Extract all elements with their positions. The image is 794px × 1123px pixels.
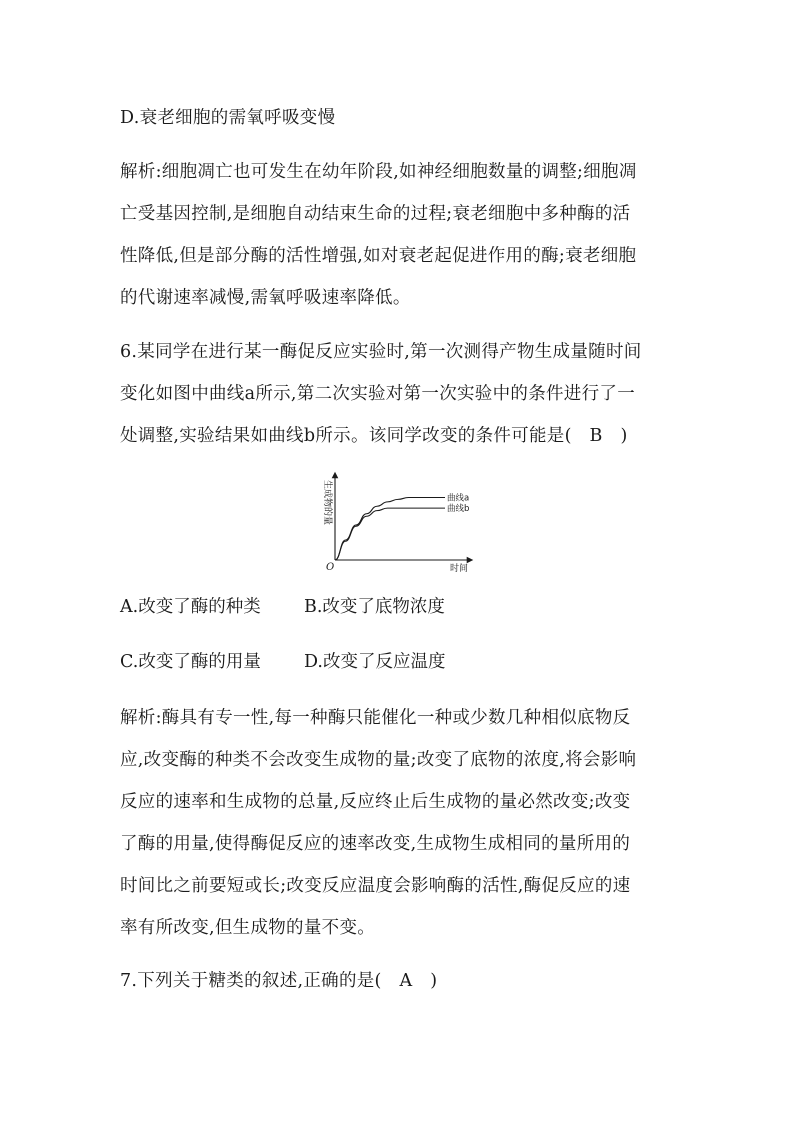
- series-label-b: 曲线b: [447, 504, 470, 515]
- y-axis-label: 生成物的量: [322, 480, 332, 526]
- option-a: A.改变了酶的种类: [120, 597, 261, 617]
- series-line-a: [335, 498, 440, 561]
- text-line-12: 了酶的用量,使得酶促反应的速率改变,生成物生成相同的量所用的: [120, 834, 631, 854]
- option-d: D.改变了反应温度: [304, 652, 446, 672]
- text-line-15: 7.下列关于糖类的叙述,正确的是( A ): [120, 971, 438, 991]
- text-line-13: 时间比之前要短或长;改变反应温度会影响酶的活性,酶促反应的速: [120, 876, 631, 896]
- text-line-11: 反应的速率和生成物的总量,反应终止后生成物的量必然改变;改变: [120, 792, 631, 812]
- text-line-4: 性降低,但是部分酶的活性增强,如对衰老起促进作用的酶;衰老细胞: [120, 246, 637, 266]
- series-group: [335, 493, 469, 561]
- text-line-1: D.衰老细胞的需氧呼吸变慢: [120, 108, 336, 128]
- x-axis-label: 时间: [450, 564, 469, 574]
- text-line-3: 亡受基因控制,是细胞自动结束生命的过程;衰老细胞中多种酶的活: [120, 204, 631, 224]
- text-line-8: 处调整,实验结果如曲线b所示。该同学改变的条件可能是( B ): [120, 426, 628, 446]
- series-label-a: 曲线a: [447, 493, 470, 504]
- text-line-2: 解析:细胞凋亡也可发生在幼年阶段,如神经细胞数量的调整;细胞凋: [120, 162, 637, 182]
- option-b: B.改变了底物浓度: [304, 597, 445, 617]
- text-line-6: 6.某同学在进行某一酶促反应实验时,第一次测得产物生成量随时间: [120, 342, 642, 362]
- text-line-7: 变化如图中曲线a所示,第二次实验对第一次实验中的条件进行了一: [120, 384, 635, 404]
- text-line-14: 率有所改变,但生成物的量不变。: [120, 918, 376, 938]
- options-row-1: [120, 595, 488, 619]
- option-c: C.改变了酶的用量: [120, 652, 261, 672]
- text-line-10: 应,改变酶的种类不会改变生成物的量;改变了底物的浓度,将会影响: [120, 750, 637, 770]
- text-line-5: 的代谢速率减慢,需氧呼吸速率降低。: [120, 288, 411, 308]
- chart-svg: [310, 470, 490, 578]
- options-row-2: [120, 650, 488, 674]
- text-line-9: 解析:酶具有专一性,每一种酶只能催化一种或少数几种相似底物反: [120, 708, 631, 728]
- series-line-b: [335, 508, 440, 560]
- origin-label: O: [326, 562, 335, 573]
- reaction-chart: [310, 470, 490, 578]
